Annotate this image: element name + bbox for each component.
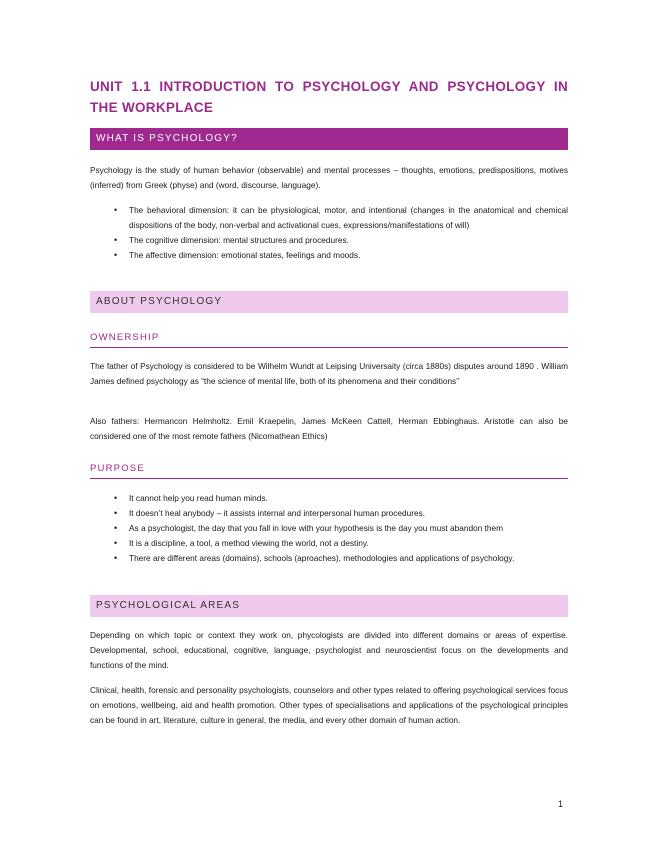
list-item: • The affective dimension: emotional states, feelings and moods. [90,248,568,263]
purpose-list [90,491,568,566]
list-item: • It cannot help you read human minds. [90,491,568,506]
list-item: • It doesn’t heal anybody – it assists internal and interpersonal human procedures. [90,506,568,521]
subheading-purpose: PURPOSE [90,462,568,479]
subheading-ownership: OWNERSHIP [90,331,568,348]
page-number: 1 [558,799,564,809]
areas-paragraph-2: Clinical, health, forensic and personality psychologists, counselors and other types related to offering psychological services focus on emotions, wellbeing, aid and health promotion. Other types of specialisations and applications of the psychological principles can be found in art, literature, culture in general, the media, and every other domain of human action. [90,685,568,725]
list-item: • The behavioral dimension: it can be physiological, motor, and intentional (changes in the anatomical and chemical dispositions of the body, non-verbal and activational cues, expressions/manifestations of will) [90,203,568,233]
section-heading-what-is-psychology: WHAT IS PSYCHOLOGY? [90,128,568,150]
list-item: • As a psychologist, the day that you fall in love with your hypothesis is the day you must abandon them [90,521,568,536]
list-item: • The cognitive dimension: mental structures and procedures. [90,233,568,248]
dimensions-list [90,203,568,263]
list-item: • There are different areas (domains), schools (aproaches), methodologies and applications of psychology. [90,551,568,566]
ownership-paragraph-1: The father of Psychology is considered to be Wilhelm Wundt at Leipsing Universaity (circa 1880s) disputes around 1890 . William James defined psychology as “the science of mental life, both of its phenomena and their conditions” [90,361,568,386]
list-item: • It is a discipline, a tool, a method viewing the world, not a destiny. [90,536,568,551]
ownership-paragraph-2: Also fathers: Hermancon Helmholtz. Emil Kraepelin, James McKeen Cattell, Herman Ebbinghaus. Aristotle can also be considered one of the most remote fathers (Nicomathean Ethics) [90,416,568,441]
definition-paragraph: Psychology is the study of human behavior (observable) and mental processes – thoughts, emotions, predispositions, motives (inferred) from Greek (physe) and (word, discourse, language). [90,165,568,190]
areas-paragraph-1: Depending on which topic or context they work on, phycologists are divided into different domains or areas of expertise. Developmental, school, educational, cognitive, language, psychologist and neuroscientist focus on the developments and functions of the mind. [90,630,568,670]
document-title: UNIT 1.1 INTRODUCTION TO PSYCHOLOGY AND PSYCHOLOGY IN THE WORKPLACE [90,79,568,115]
section-heading-about-psychology: ABOUT PSYCHOLOGY [90,291,568,313]
section-heading-psychological-areas: PSYCHOLOGICAL AREAS [90,595,568,617]
